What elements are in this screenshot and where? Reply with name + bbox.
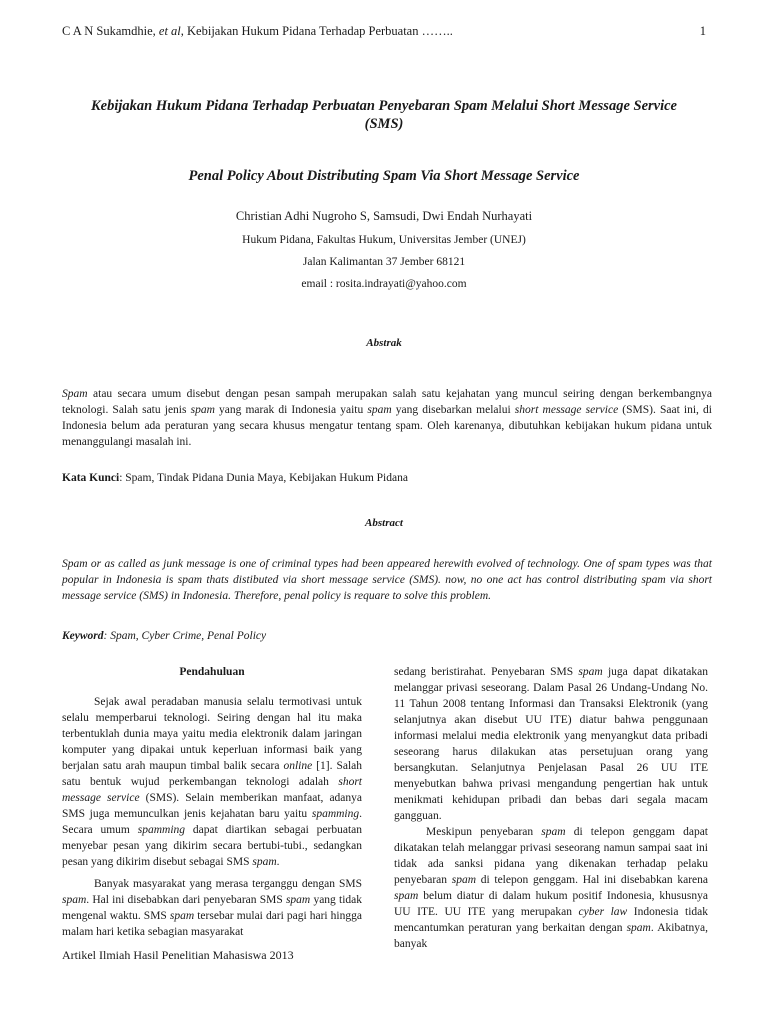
right-column bbox=[394, 664, 708, 952]
paragraph: Sejak awal peradaban manusia selalu termotivasi untuk selalu memperbarui teknologi. Seiring dengan hal itu maka terbentuklah dunia maya yaitu media elektronik dalam jaringan komputer yang dipakai untuk keperluan informasi baik yang berjalan satu arah maupun timbal balik secara online [1]. Salah satu bentuk wujud perkembangan teknologi adalah short message service (SMS). Selain memberikan manfaat, adanya SMS juga memunculkan jenis kejahatan baru yaitu spamming. Secara umum spamming dapat diartikan sebagai perbuatan menyebar pesan yang dikirim secara bertubi-tubi., sedangkan pesan yang dikirim disebut sebagai SMS spam. bbox=[62, 696, 363, 868]
running-title: C A N Sukamdhie, et al, Kebijakan Hukum Pidana Terhadap Perbuatan …….. bbox=[62, 24, 453, 38]
running-header bbox=[62, 24, 706, 39]
left-column bbox=[62, 664, 362, 940]
abstract-heading: Abstract bbox=[365, 517, 403, 529]
keyword: Keyword: Spam, Cyber Crime, Penal Policy bbox=[62, 630, 267, 642]
abstrak-heading: Abstrak bbox=[366, 337, 402, 349]
affiliation: Hukum Pidana, Fakultas Hukum, Universitas Jember (UNEJ) bbox=[242, 234, 526, 246]
paragraph: Meskipun penyebaran spam di telepon genggam dapat dikatakan telah melanggar privasi seseorang namun sampai saat ini tidak ada sanksi pidana yang dikenakan terhadap pelaku penyebaran spam di telepon genggam. Hal ini disebabkan karena spam belum diatur di dalam hukum positif Indonesia, khususnya UU ITE. UU ITE yang merupakan cyber law Indonesia tidak mencantumkan peraturan yang berkaitan dengan spam. Akibatnya, banyak bbox=[394, 826, 709, 950]
abstract-text: Spam or as called as junk message is one of criminal types had been appeared herewith evolved of technology. One of spam types was that popular in Indonesia is spam thats distibuted via short message service (SMS). now, no one act has control distributing spam via short message service (SMS) in Indonesia. Therefore, penal policy is requare to solve this problem. bbox=[62, 558, 712, 602]
paper-title: Kebijakan Hukum Pidana Terhadap Perbuatan Penyebaran Spam Melalui Short Message Service (SMS) bbox=[91, 98, 677, 132]
abstrak-text: Spam atau secara umum disebut dengan pesan sampah merupakan salah satu kejahatan yang muncul seiring dengan berkembangnya teknologi. Salah satu jenis spam yang marak di Indonesia yaitu spam yang disebarkan melalui short message service (SMS). Saat ini, di Indonesia belum ada peraturan yang secara khusus mengatur tentang spam. Oleh karenanya, dibutuhkan kebijakan hukum pidana untuk menanggulangi masalah ini. bbox=[62, 388, 712, 448]
paragraph: Banyak masyarakat yang merasa terganggu dengan SMS spam. Hal ini disebabkan dari penyebaran SMS spam yang tidak mengenal waktu. SMS spam tersebar mulai dari pagi hari hingga malam hari ketika sebagian masyarakat bbox=[62, 878, 362, 938]
section-heading-pendahuluan: Pendahuluan bbox=[179, 666, 245, 678]
email: email : rosita.indrayati@yahoo.com bbox=[301, 278, 467, 290]
kata-kunci: Kata Kunci: Spam, Tindak Pidana Dunia Maya, Kebijakan Hukum Pidana bbox=[62, 472, 408, 484]
page-number: 1 bbox=[699, 24, 706, 38]
author-list: Christian Adhi Nugroho S, Samsudi, Dwi Endah Nurhayati bbox=[235, 209, 533, 223]
page-footer: Artikel Ilmiah Hasil Penelitian Mahasiswa 2013 bbox=[62, 948, 294, 962]
paper-subtitle: Penal Policy About Distributing Spam Via Short Message Service bbox=[188, 168, 580, 184]
paragraph: sedang beristirahat. Penyebaran SMS spam juga dapat dikatakan melanggar privasi seseorang. Dalam Pasal 26 Undang-Undang No. 11 Tahun 2008 tentang Informasi dan Transaksi Elektronik (yang selanjutnya akan disebut UU ITE) diatur bahwa penggunaan informasi melalui media elektronik yang menyangkut data pribadi seseorang harus dilakukan atas persetujuan orang yang bersangkutan. Selanjutnya Penjelasan Pasal 26 UU ITE menyebutkan bahwa privasi mengandung pengertian hak untuk menikmati kehidupan pribadi dan bebas dari segala macam gangguan. bbox=[394, 666, 708, 822]
address: Jalan Kalimantan 37 Jember 68121 bbox=[302, 256, 466, 268]
